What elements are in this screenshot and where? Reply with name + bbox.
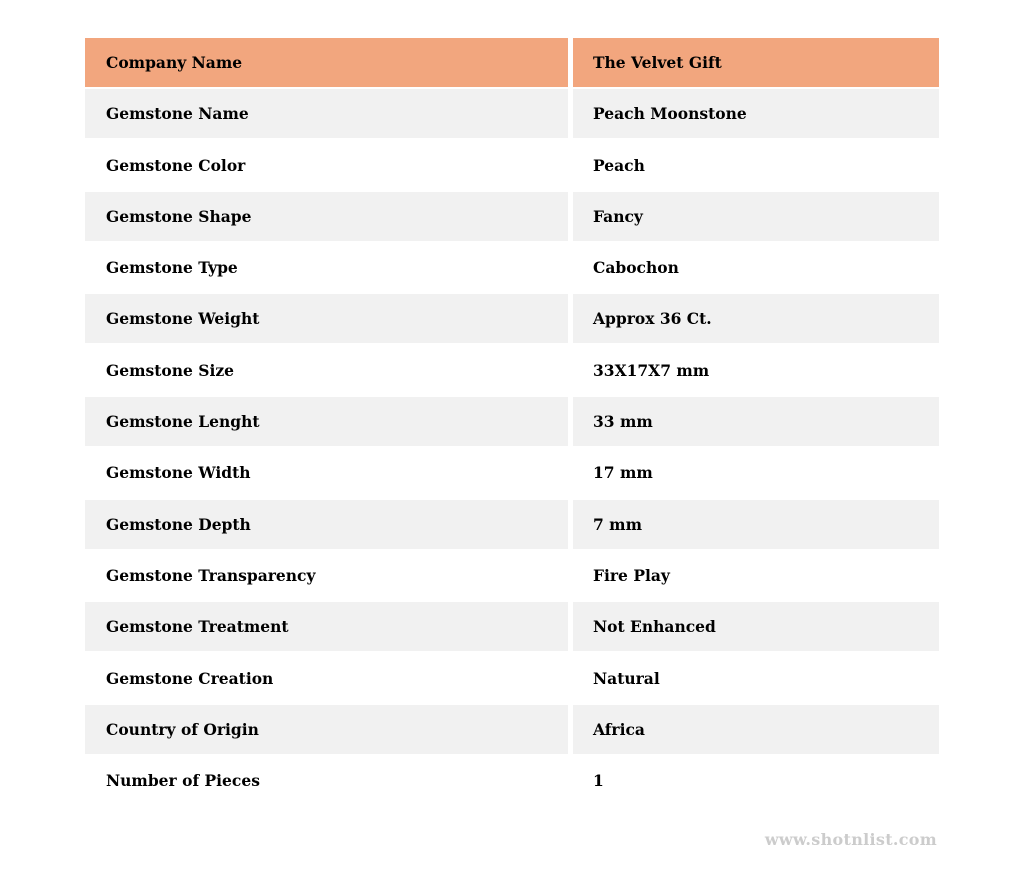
row-label: Gemstone Weight xyxy=(106,309,260,329)
header-label-cell xyxy=(85,38,568,87)
row-value: Approx 36 Ct. xyxy=(593,309,712,329)
spec-row-gemstone-color xyxy=(85,141,939,190)
spec-row-number-of-pieces xyxy=(85,756,939,805)
row-value: Africa xyxy=(593,719,645,739)
value-cell xyxy=(573,551,939,600)
row-value: Not Enhanced xyxy=(593,617,716,637)
label-cell xyxy=(85,346,568,395)
label-cell xyxy=(85,654,568,703)
header-value: The Velvet Gift xyxy=(593,53,722,72)
value-cell xyxy=(573,346,939,395)
row-label: Gemstone Type xyxy=(106,258,238,278)
spec-row-country-of-origin xyxy=(85,705,939,754)
row-label: Gemstone Shape xyxy=(106,206,252,226)
value-cell xyxy=(573,192,939,241)
row-value: 17 mm xyxy=(593,463,653,483)
row-label: Gemstone Name xyxy=(106,104,249,124)
row-label: Gemstone Transparency xyxy=(106,565,316,585)
label-cell xyxy=(85,500,568,549)
value-cell xyxy=(573,397,939,446)
value-cell xyxy=(573,243,939,292)
label-cell xyxy=(85,89,568,138)
label-cell xyxy=(85,705,568,754)
row-label: Country of Origin xyxy=(106,719,259,739)
spec-row-gemstone-name xyxy=(85,89,939,138)
label-cell xyxy=(85,602,568,651)
spec-row-gemstone-treatment xyxy=(85,602,939,651)
row-label: Gemstone Creation xyxy=(106,668,274,688)
label-cell xyxy=(85,243,568,292)
spec-row-gemstone-type xyxy=(85,243,939,292)
spec-row-gemstone-shape xyxy=(85,192,939,241)
row-label: Gemstone Size xyxy=(106,360,234,380)
row-value: 33 mm xyxy=(593,412,653,432)
row-label: Gemstone Color xyxy=(106,155,246,175)
row-value: 7 mm xyxy=(593,514,642,534)
spec-row-gemstone-transparency xyxy=(85,551,939,600)
gemstone-spec-table xyxy=(85,38,939,805)
spec-row-gemstone-lenght xyxy=(85,397,939,446)
table-header-row xyxy=(85,38,939,87)
label-cell xyxy=(85,397,568,446)
row-value: Fancy xyxy=(593,206,643,226)
value-cell xyxy=(573,654,939,703)
row-label: Gemstone Width xyxy=(106,463,251,483)
value-cell xyxy=(573,141,939,190)
label-cell xyxy=(85,141,568,190)
value-cell xyxy=(573,756,939,805)
watermark: www.shotnlist.com xyxy=(764,830,937,849)
label-cell xyxy=(85,294,568,343)
spec-row-gemstone-weight xyxy=(85,294,939,343)
header-value-cell xyxy=(573,38,939,87)
row-label: Gemstone Lenght xyxy=(106,412,260,432)
value-cell xyxy=(573,448,939,497)
spec-row-gemstone-depth xyxy=(85,500,939,549)
value-cell xyxy=(573,500,939,549)
row-value: 1 xyxy=(593,771,604,791)
row-label: Gemstone Depth xyxy=(106,514,251,534)
row-value: Peach xyxy=(593,155,645,175)
spec-row-gemstone-size xyxy=(85,346,939,395)
row-value: Fire Play xyxy=(593,565,670,585)
label-cell xyxy=(85,448,568,497)
value-cell xyxy=(573,294,939,343)
label-cell xyxy=(85,756,568,805)
spec-row-gemstone-width xyxy=(85,448,939,497)
value-cell xyxy=(573,89,939,138)
row-label: Number of Pieces xyxy=(106,771,260,791)
row-value: Cabochon xyxy=(593,258,679,278)
row-value: Peach Moonstone xyxy=(593,104,747,124)
value-cell xyxy=(573,705,939,754)
label-cell xyxy=(85,192,568,241)
value-cell xyxy=(573,602,939,651)
spec-row-gemstone-creation xyxy=(85,654,939,703)
row-label: Gemstone Treatment xyxy=(106,617,289,637)
row-value: 33X17X7 mm xyxy=(593,360,710,380)
label-cell xyxy=(85,551,568,600)
row-value: Natural xyxy=(593,668,660,688)
header-label: Company Name xyxy=(106,53,243,72)
